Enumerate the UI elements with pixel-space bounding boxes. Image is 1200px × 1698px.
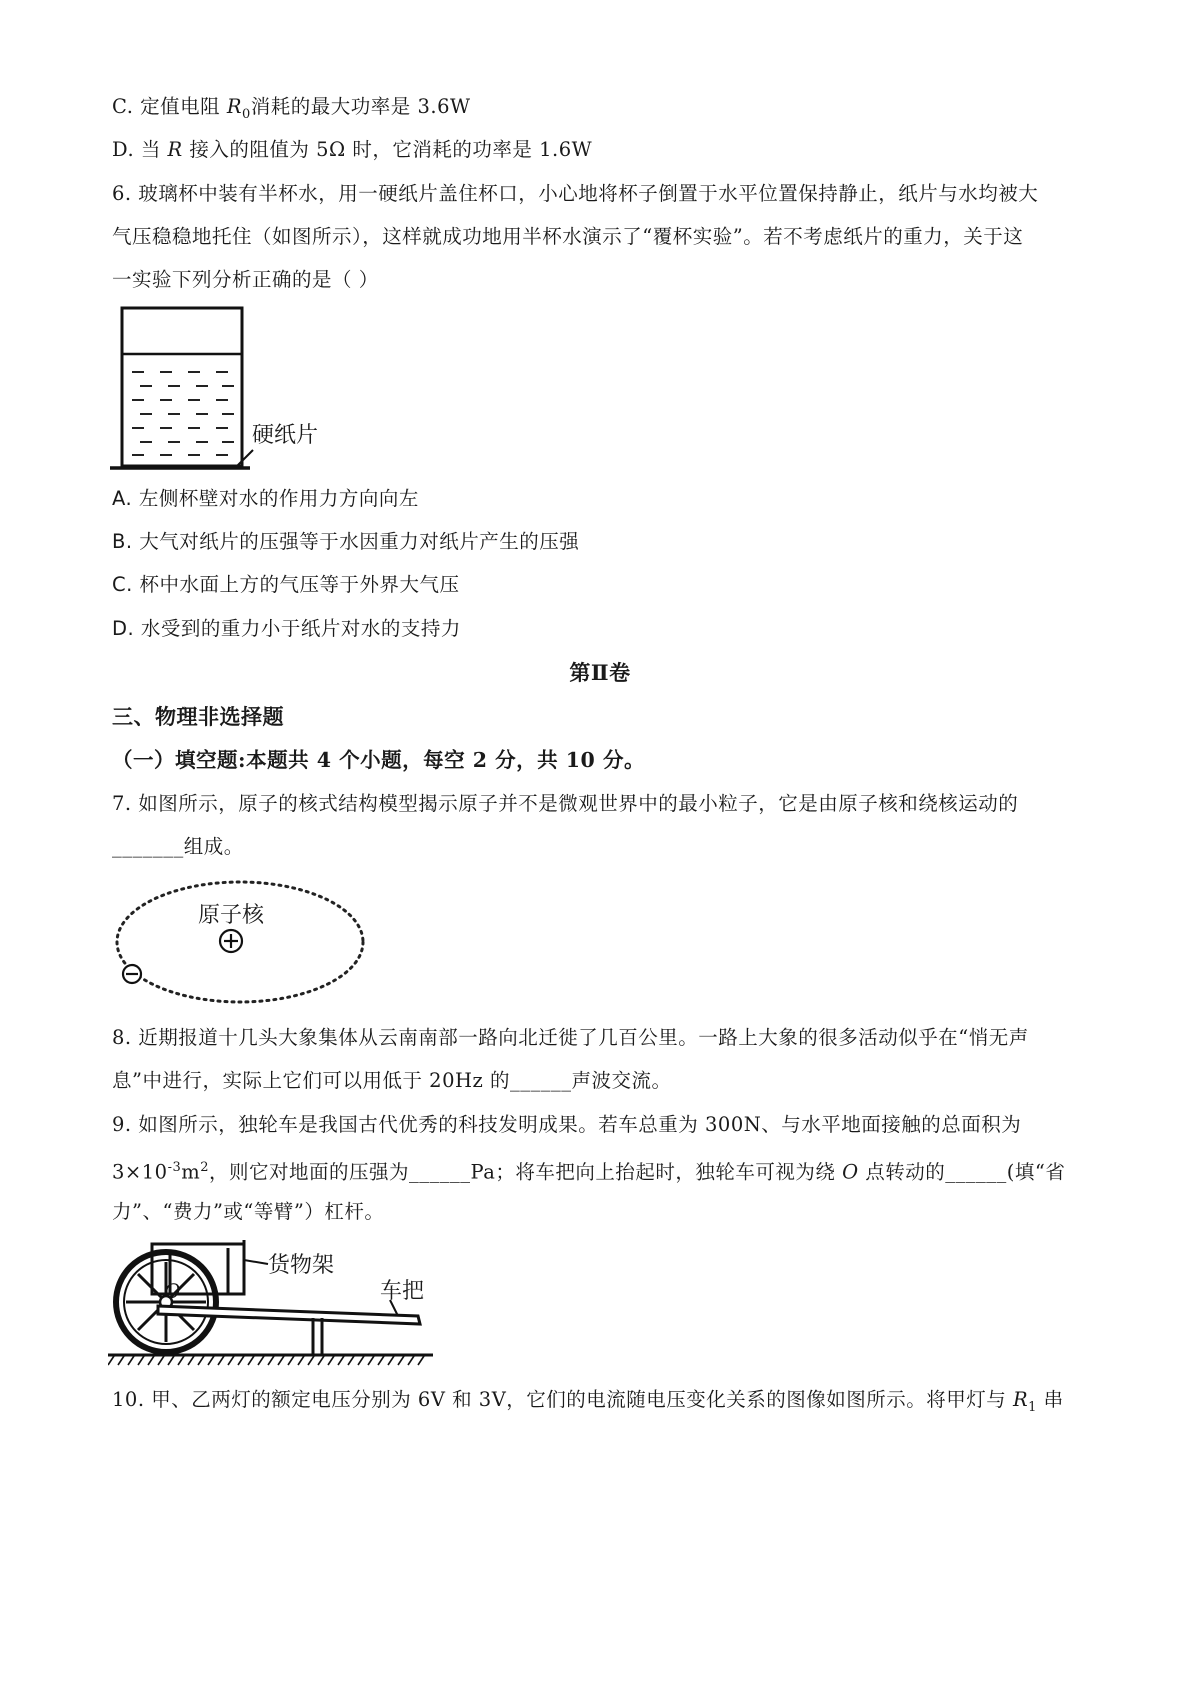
q6-stem-line: 气压稳稳地托住（如图所示），这样就成功地用半杯水演示了“覆杯实验”。若不考虑纸片的重力，关于这: [112, 225, 1024, 248]
q9-line: 9. 如图所示，独轮车是我国古代优秀的科技发明成果。若车总重为 300N、与水平地面接触的总面积为: [112, 1113, 1022, 1136]
q6-stem-line: 6. 玻璃杯中装有半杯水，用一硬纸片盖住杯口，小心地将杯子倒置于水平位置保持静止，纸片与水均被大: [112, 182, 1039, 205]
handle-label: 车把: [380, 1279, 425, 1304]
q9-line: $3\times 10^{-3}m^2$，则它对地面的压强为______Pa；将车把向上抬起时，独轮车可视为绕 O 点转动的______(填“省: [112, 1160, 1066, 1184]
sub-title: （一）填空题:本题共 4 个小题，每空 2 分，共 10 分。: [112, 748, 645, 772]
q6-stem-line: 一实验下列分析正确的是（ ）: [112, 268, 379, 291]
volume-title: 第Ⅱ卷: [569, 660, 631, 685]
q10-line: 10. 甲、乙两灯的额定电压分别为 6V 和 3V，它们的电流随电压变化关系的图像如图所示。将甲灯与 $R_1$ 串: [112, 1388, 1064, 1415]
q6-option-b: B. 大气对纸片的压强等于水因重力对纸片产生的压强: [112, 530, 580, 553]
q5-option-c: C. 定值电阻 $R_0$消耗的最大功率是 3.6W: [112, 95, 471, 122]
q6-option-d: D. 水受到的重力小于纸片对水的支持力: [112, 617, 461, 640]
part-title: 三、物理非选择题: [112, 704, 284, 729]
q6-option-c: C. 杯中水面上方的气压等于外界大气压: [112, 573, 460, 596]
cargo-rack-label: 货物架: [268, 1253, 335, 1278]
q8-line: 息”中进行，实际上它们可以用低于 20Hz 的______声波交流。: [112, 1069, 672, 1092]
inverted-cup-figure: [110, 300, 340, 485]
q7-line: _______组成。: [112, 835, 244, 858]
nucleus-label: 原子核: [198, 903, 265, 928]
q9-line: 力”、“费力”或“等臂”）杠杆。: [112, 1200, 385, 1223]
atom-model-figure: [105, 872, 375, 1012]
q5-option-d: D. 当 R 接入的阻值为 5Ω 时，它消耗的功率是 1.6W: [112, 138, 593, 161]
q8-line: 8. 近期报道十几头大象集体从云南南部一路向北迁徙了几百公里。一路上大象的很多活动似乎在“悄无声: [112, 1026, 1029, 1049]
cardboard-label: 硬纸片: [252, 423, 319, 448]
q7-line: 7. 如图所示，原子的核式结构模型揭示原子并不是微观世界中的最小粒子，它是由原子核和绕核运动的: [112, 792, 1019, 815]
pivot-o-label: O: [164, 1279, 181, 1303]
wheelbarrow-figure: [108, 1232, 443, 1370]
q6-option-a: A. 左侧杯壁对水的作用力方向向左: [112, 487, 419, 510]
